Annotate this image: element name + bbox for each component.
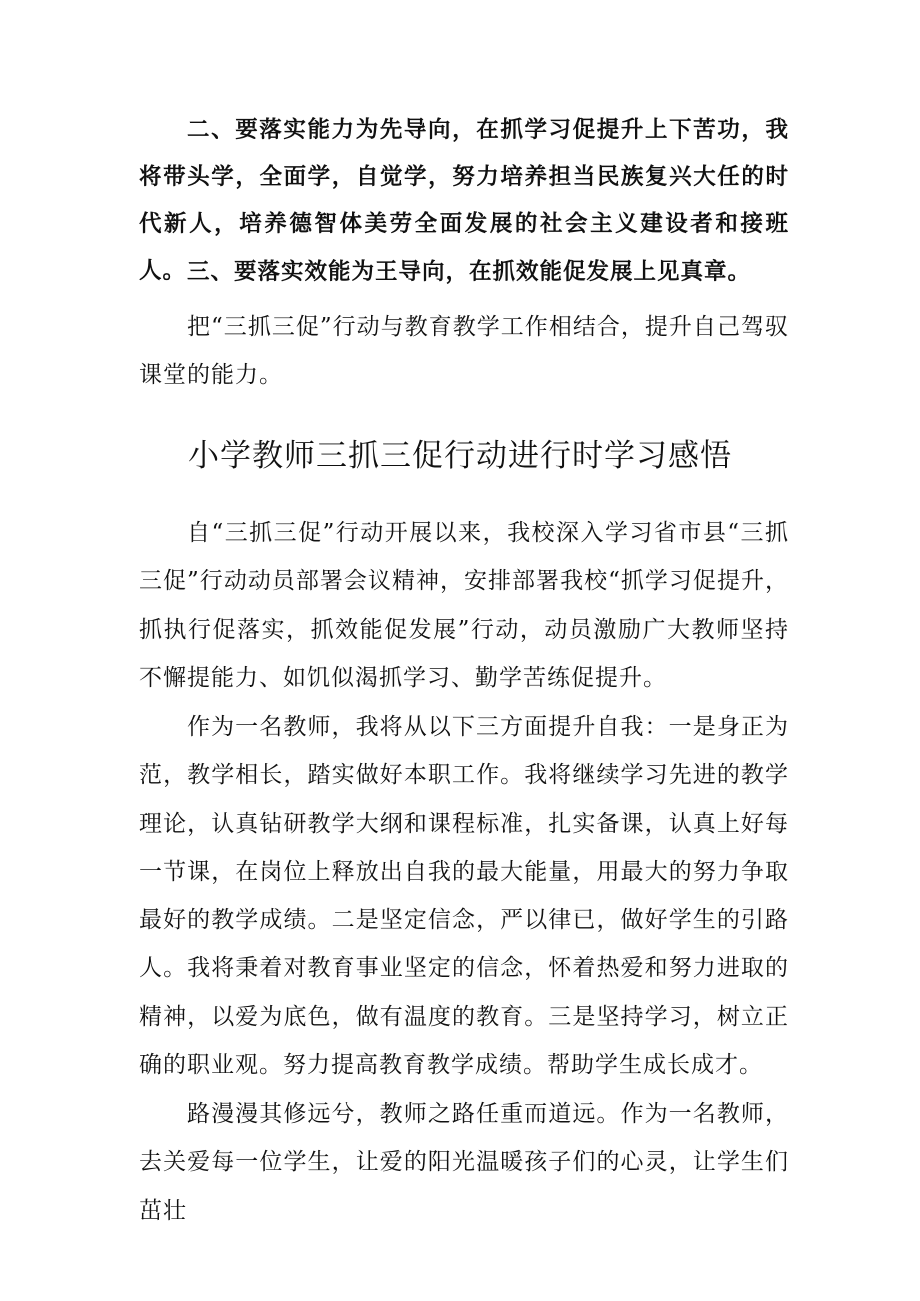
paragraph-campaign-intro: 自“三抓三促”行动开展以来，我校深入学习省市县“三抓三促”行动动员部署会议精神，安排部署我校“抓学习促提升，抓执行促落实，抓效能促发展”行动，动员激励广大教师坚持不懈提能力、如饥似渴抓学习、勤学苦练促提升。 bbox=[139, 520, 789, 691]
paragraph-self-improvement: 作为一名教师，我将从以下三方面提升自我：一是身正为范，教学相长，踏实做好本职工作。我将继续学习先进的教学理论，认真钻研教学大纲和课程标准，扎实备课，认真上好每一节课，在岗位上释放出自我的最大能量，用最大的努力争取最好的教学成绩。二是坚定信念，严以律已，做好学生的引路人。我将秉着对教育事业坚定的信念，怀着热爱和努力进取的精神，以爱为底色，做有温度的教育。三是坚持学习，树立正确的职业观。努力提高教育教学成绩。帮助学生成长成才。 bbox=[139, 714, 789, 1079]
paragraph-efficiency-orientation: 三、要落实效能为王导向，在抓效能促发展上见真章。 bbox=[187, 259, 752, 285]
document-title: 小学教师三抓三促行动进行时学习感悟 bbox=[188, 438, 732, 474]
paragraph-ability-orientation: 二、要落实能力为先导向，在抓学习促提升上下苦功，我将带头学，全面学，自觉学，努力培养担当民族复兴大任的时代新人，培养德智体美劳全面发展的社会主义建设者和接班人。 bbox=[139, 117, 789, 284]
paragraph-classroom-ability: 把“三抓三促”行动与教育教学工作相结合，提升自己驾驭课堂的能力。 bbox=[139, 314, 789, 389]
paragraph-closing: 路漫漫其修远兮，教师之路任重而道远。作为一名教师，去关爱每一位学生，让爱的阳光温暖孩子们的心灵，让学生们茁壮 bbox=[139, 1101, 789, 1224]
